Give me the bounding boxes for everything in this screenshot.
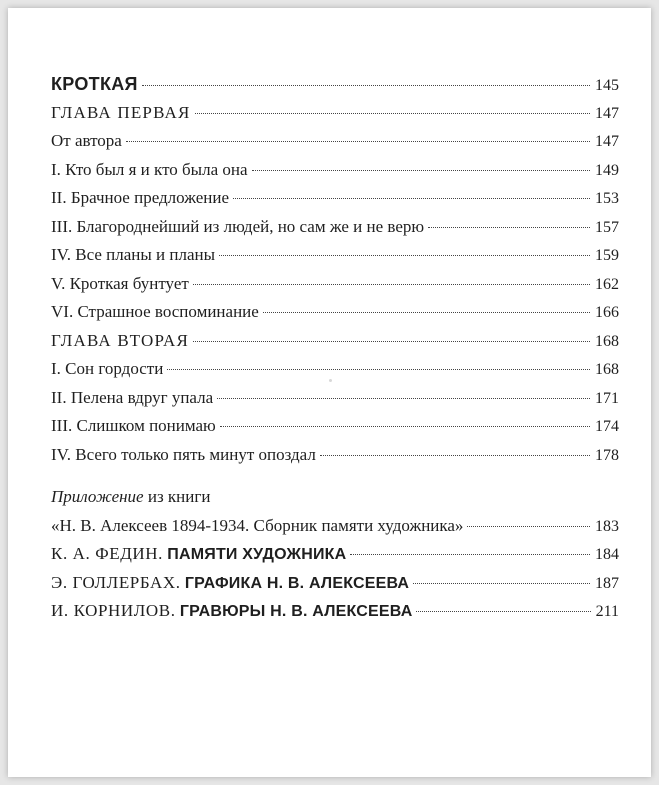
toc-entry-page: 166 xyxy=(595,304,619,321)
section-gap xyxy=(51,473,619,487)
dot-leader xyxy=(263,312,590,313)
toc-entry xyxy=(51,274,619,303)
toc-entry xyxy=(51,188,619,217)
toc-entry-title: III. Благороднейший из людей, но сам же и не верю xyxy=(51,216,425,236)
toc-entry-page: 178 xyxy=(595,446,619,464)
toc-entry xyxy=(51,217,619,246)
dot-leader xyxy=(252,170,590,171)
toc-entry-title: КРОТКАЯ xyxy=(51,74,138,94)
toc-entry-title xyxy=(51,544,346,564)
toc-entry-appendix-article xyxy=(51,573,619,602)
toc-entry-title: I. Кто был я и кто была она xyxy=(51,159,248,179)
toc-entry-page: 168 xyxy=(595,361,619,378)
dot-leader xyxy=(219,255,590,256)
article-author: К. А. ФЕДИН. xyxy=(51,544,164,563)
toc-entry-title xyxy=(51,601,412,621)
toc-entry-page: 171 xyxy=(595,389,619,407)
table-of-contents xyxy=(51,74,619,630)
toc-entry-page: 174 xyxy=(595,418,619,435)
dot-leader xyxy=(413,583,590,584)
toc-entry xyxy=(51,302,619,331)
dot-leader xyxy=(467,526,590,527)
toc-entry-title: ГЛАВА ВТОРАЯ xyxy=(51,330,189,350)
article-author: И. КОРНИЛОВ. xyxy=(51,601,176,620)
toc-entry-title xyxy=(51,573,409,593)
toc-entry-title: II. Пелена вдруг упала xyxy=(51,387,214,407)
dot-leader xyxy=(350,554,590,555)
toc-entry xyxy=(51,359,619,388)
toc-entry-page: 184 xyxy=(595,546,619,563)
toc-entry-page: 145 xyxy=(595,77,619,94)
toc-entry-page: 183 xyxy=(595,517,619,535)
toc-entry-title: ГЛАВА ПЕРВАЯ xyxy=(51,102,191,122)
toc-entry-page: 147 xyxy=(595,104,619,122)
dot-leader xyxy=(167,369,590,370)
toc-entry xyxy=(51,388,619,417)
toc-entry-title: V. Кроткая бунтует xyxy=(51,273,189,293)
toc-entry-title: I. Сон гордости xyxy=(51,359,164,378)
toc-entry-title: IV. Все планы и планы xyxy=(51,245,216,264)
toc-entry-title: VI. Страшное воспоминание xyxy=(51,302,259,321)
toc-entry-chapter xyxy=(51,331,619,360)
toc-entry-page: 153 xyxy=(595,190,619,207)
toc-entry-appendix-article xyxy=(51,601,619,630)
book-page xyxy=(8,8,651,777)
dot-leader xyxy=(193,284,590,285)
toc-entry-title: II. Брачное предложение xyxy=(51,188,230,207)
article-title: ГРАФИКА Н. В. АЛЕКСЕЕВА xyxy=(184,574,410,592)
toc-entry-appendix-article xyxy=(51,544,619,573)
toc-entry-page: 211 xyxy=(595,603,619,620)
article-author: Э. ГОЛЛЕРБАХ. xyxy=(51,572,181,592)
dot-leader xyxy=(142,85,590,86)
toc-entry-page: 162 xyxy=(595,275,619,293)
toc-entry-title: III. Слишком понимаю xyxy=(51,416,216,435)
dot-leader xyxy=(195,113,590,114)
toc-entry xyxy=(51,131,619,160)
toc-entry-appendix-book xyxy=(51,516,619,545)
toc-entry-title: От автора xyxy=(51,131,122,150)
toc-entry-title: IV. Всего только пять минут опоздал xyxy=(51,444,316,464)
dot-leader xyxy=(193,341,590,342)
toc-entry xyxy=(51,160,619,189)
toc-entry-chapter xyxy=(51,103,619,132)
dot-leader xyxy=(233,198,590,199)
toc-entry-main-title xyxy=(51,74,619,103)
article-title: ГРАВЮРЫ Н. В. АЛЕКСЕЕВА xyxy=(179,603,413,620)
dot-leader xyxy=(217,398,590,399)
toc-entry xyxy=(51,245,619,274)
dot-leader xyxy=(220,426,590,427)
toc-entry-page: 168 xyxy=(595,332,619,350)
toc-entry-page: 157 xyxy=(595,218,619,236)
toc-entry-title: «Н. В. Алексеев 1894-1934. Сборник памяти художника» xyxy=(51,515,464,535)
dot-leader xyxy=(416,611,590,612)
appendix-heading xyxy=(51,487,619,516)
dot-leader xyxy=(320,455,590,456)
toc-entry-page: 147 xyxy=(595,133,619,150)
toc-entry-page: 149 xyxy=(595,161,619,179)
article-title: ПАМЯТИ ХУДОЖНИКА xyxy=(167,546,347,563)
toc-entry-page: 187 xyxy=(595,574,619,592)
toc-entry xyxy=(51,445,619,474)
appendix-label-rest: из книги xyxy=(143,487,211,506)
toc-entry-page: 159 xyxy=(595,247,619,264)
dot-leader xyxy=(126,141,590,142)
dot-leader xyxy=(428,227,590,228)
toc-entry xyxy=(51,416,619,445)
appendix-label: Приложение xyxy=(51,487,144,506)
